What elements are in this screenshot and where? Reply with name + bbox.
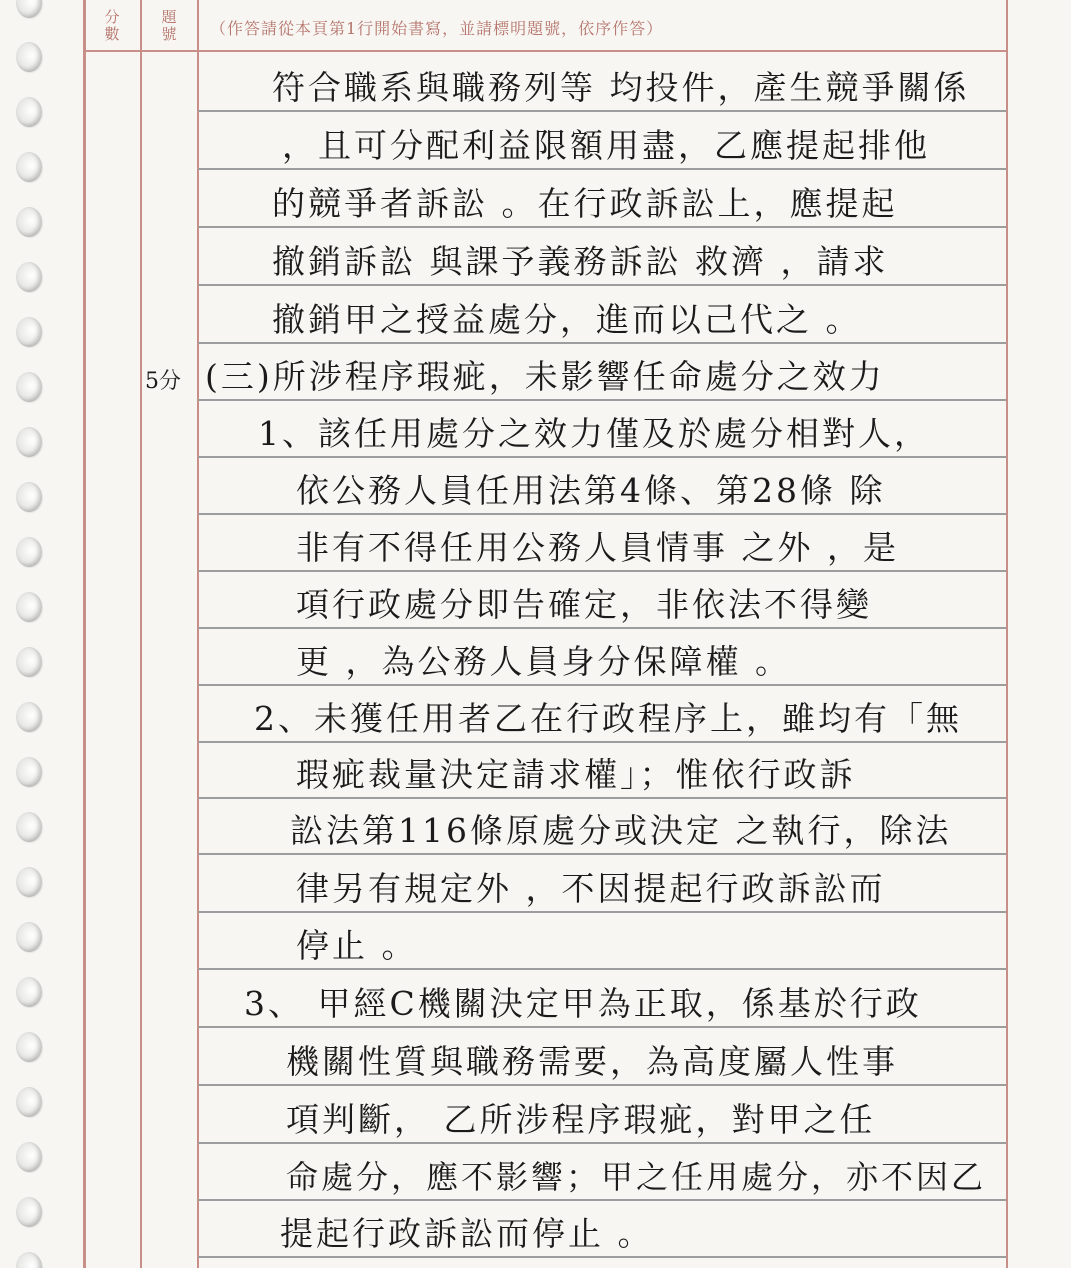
- margin-score: 5分: [145, 369, 181, 394]
- binding-hole: [16, 867, 42, 897]
- binding-hole: [16, 317, 42, 347]
- binding-hole: [16, 812, 42, 842]
- ruled-line: [198, 797, 1006, 799]
- answer-line: (三)所涉程序瑕疵，未影響任命處分之效力: [205, 357, 885, 396]
- ruled-line: [198, 399, 1006, 401]
- binding-hole: [16, 922, 42, 952]
- ruled-line: [198, 1199, 1006, 1201]
- ruled-line: [198, 513, 1006, 515]
- ruled-line: [198, 853, 1006, 855]
- binding-hole: [16, 372, 42, 402]
- binding-hole: [16, 262, 42, 292]
- ruled-line: [198, 627, 1006, 629]
- frame-border: [83, 0, 86, 1268]
- ruled-line: [198, 110, 1006, 112]
- instruction-note: （作答請從本頁第1行開始書寫，並請標明題號，依序作答）: [210, 19, 664, 38]
- binding-hole: [16, 97, 42, 127]
- answer-line: 項判斷， 乙所涉程序瑕疵，對甲之任: [286, 1100, 876, 1139]
- column-divider: [140, 0, 142, 1268]
- ruled-line: [198, 168, 1006, 170]
- binding-hole: [16, 1142, 42, 1172]
- ruled-line: [198, 741, 1006, 743]
- binding-hole: [16, 1252, 42, 1268]
- answer-line: 律另有規定外 ，不因提起行政訴訟而: [296, 869, 886, 908]
- answer-line: 符合職系與職務列等 均投件，產生競爭關係: [272, 68, 970, 107]
- binding-hole: [16, 702, 42, 732]
- answer-line: 提起行政訴訟而停止 。: [280, 1214, 654, 1253]
- answer-line: 1、該任用處分之效力僅及於處分相對人，: [258, 414, 930, 453]
- question-label: 題號: [161, 8, 177, 43]
- header-divider: [83, 50, 1008, 52]
- answer-line: 3、 甲經C機關決定甲為正取，係基於行政: [244, 984, 922, 1023]
- answer-line: 撤銷訴訟 與課予義務訴訟 救濟 ，請求: [272, 242, 889, 281]
- ruled-line: [198, 1256, 1006, 1258]
- answer-line: 停止 。: [296, 926, 418, 965]
- ruled-line: [198, 1026, 1006, 1028]
- ruled-line: [198, 684, 1006, 686]
- binding-hole: [16, 482, 42, 512]
- binding-hole: [16, 592, 42, 622]
- binding-hole: [16, 42, 42, 72]
- answer-line: ，且可分配利益限額用盡，乙應提起排他: [282, 126, 930, 165]
- answer-line: 訟法第116條原處分或決定 之執行，除法: [290, 811, 952, 850]
- answer-line: 項行政處分即告確定，非依法不得變: [296, 585, 872, 624]
- binding-hole: [16, 207, 42, 237]
- ruled-line: [198, 456, 1006, 458]
- binding-hole: [16, 0, 42, 18]
- answer-line: 更 ，為公務人員身分保障權 。: [296, 642, 791, 681]
- binding-hole: [16, 1032, 42, 1062]
- answer-line: 機關性質與職務需要，為高度屬人性事: [286, 1042, 898, 1081]
- ruled-line: [198, 342, 1006, 344]
- binding-hole: [16, 757, 42, 787]
- column-divider: [1006, 0, 1008, 1268]
- answer-line: 的競爭者訴訟 。在行政訴訟上，應提起: [272, 184, 898, 223]
- answer-line: 撤銷甲之授益處分，進而以己代之 。: [272, 300, 862, 339]
- binding-hole: [16, 1197, 42, 1227]
- binding-hole: [16, 427, 42, 457]
- ruled-line: [198, 1142, 1006, 1144]
- answer-line: 非有不得任用公務人員情事 之外 ，是: [296, 528, 899, 567]
- ruled-line: [198, 911, 1006, 913]
- spiral-binding: [10, 0, 50, 1268]
- score-column-header: [100, 9, 124, 43]
- ruled-line: [198, 570, 1006, 572]
- score-label: 分數: [104, 8, 120, 43]
- answer-line: 依公務人員任用法第4條、第28條 除: [296, 471, 886, 510]
- ruled-line: [198, 1084, 1006, 1086]
- binding-hole: [16, 152, 42, 182]
- question-column-header: [157, 9, 181, 43]
- binding-hole: [16, 1087, 42, 1117]
- ruled-line: [198, 284, 1006, 286]
- ruled-line: [198, 226, 1006, 228]
- binding-hole: [16, 647, 42, 677]
- binding-hole: [16, 537, 42, 567]
- ruled-line: [198, 968, 1006, 970]
- answer-line: 瑕疵裁量決定請求權」；惟依行政訴: [296, 755, 856, 794]
- answer-line: 命處分，應不影響；甲之任用處分，亦不因乙: [286, 1158, 987, 1196]
- answer-line: 2、未獲任用者乙在行政程序上，雖均有「無: [254, 699, 962, 738]
- column-divider: [197, 0, 199, 1268]
- binding-hole: [16, 977, 42, 1007]
